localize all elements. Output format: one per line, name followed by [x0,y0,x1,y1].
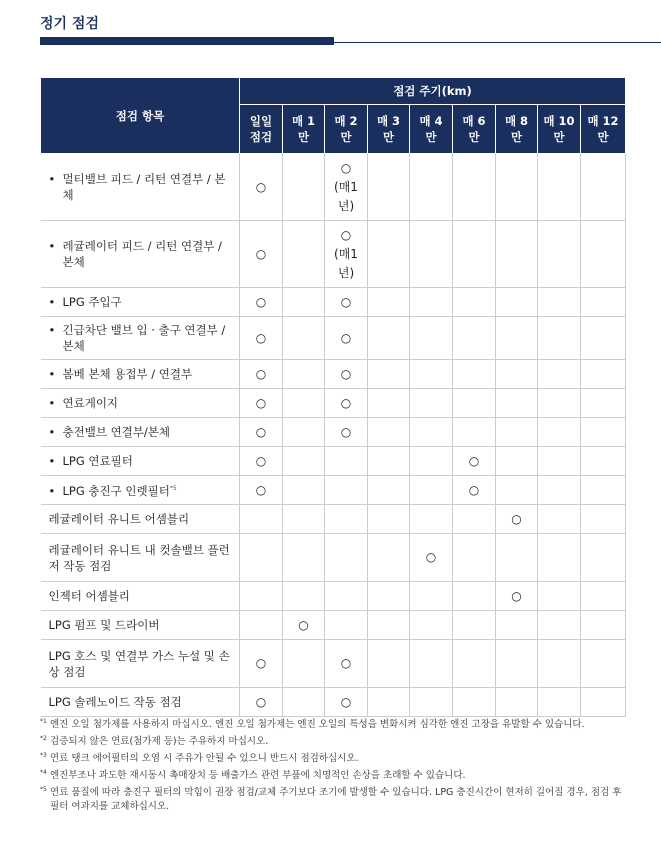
check-mark: ○ [340,694,352,709]
interval-cell [453,640,496,688]
footnote-number: *2 [40,735,47,742]
interval-cell [538,505,581,534]
interval-cell [581,221,626,288]
interval-cell [325,534,368,582]
interval-cell [368,221,410,288]
interval-cell [581,288,626,317]
check-mark: ○ [468,482,480,497]
interval-cell [496,154,538,221]
interval-cell [240,389,283,418]
interval-cell [496,688,538,717]
inspection-item-label: LPG 호스 및 연결부 가스 누설 및 손상 점검 [48,648,230,679]
inspection-item-label: LPG 연료필터 [62,454,133,468]
check-mark: ○ [340,424,352,439]
inspection-item [41,154,240,221]
interval-header-line: 매 12 [587,114,619,128]
inspection-item [41,640,240,688]
bullet-icon: • [48,367,56,381]
interval-cell [325,288,368,317]
inspection-item [41,317,240,360]
interval-cell [283,288,325,317]
interval-cell [581,640,626,688]
interval-cell [410,611,453,640]
interval-header-line: 만 [553,130,565,144]
interval-cell [325,154,368,221]
interval-cell [410,534,453,582]
table-row [41,611,626,640]
footnote [40,735,625,749]
footnote [40,786,625,814]
interval-cell [283,582,325,611]
interval-header-line: 일일 [249,114,273,128]
interval-cell [283,389,325,418]
inspection-item-label: 연료게이지 [62,396,119,410]
interval-cell [368,476,410,505]
inspection-item-label: LPG 충진구 인렛필터 [62,483,170,498]
interval-cell [368,534,410,582]
footnote [40,769,625,783]
interval-cell [453,688,496,717]
interval-cell [581,418,626,447]
interval-cell [538,611,581,640]
interval-header-line: 만 [340,130,352,144]
check-mark: ○ [340,294,352,309]
interval-cell [410,389,453,418]
interval-cell [325,418,368,447]
table-body [41,154,626,717]
interval-cell [453,389,496,418]
inspection-item [41,534,240,582]
inspection-item [41,418,240,447]
interval-cell [581,476,626,505]
check-mark: ○ [255,179,267,194]
footnote-text: 검증되지 않은 연료(첨가제 등)는 주유하지 마십시오. [50,736,269,747]
interval-cell [368,360,410,389]
interval-cell [368,317,410,360]
interval-cell [283,154,325,221]
check-mark: ○ [468,453,480,468]
check-mark: ○ [255,482,267,497]
interval-cell [410,688,453,717]
interval-cell [410,154,453,221]
interval-cell [453,505,496,534]
interval-cell [368,154,410,221]
interval-cell [325,389,368,418]
interval-cell [410,505,453,534]
interval-cell [538,221,581,288]
interval-cell [453,476,496,505]
interval-cell [496,288,538,317]
inspection-item-label: 레귤레이터 피드 / 리턴 연결부 / 본체 [62,239,222,269]
bullet-icon: • [48,396,56,410]
table-row [41,154,626,221]
interval-cell [240,688,283,717]
check-mark: ○ [511,511,522,526]
interval-cell [410,476,453,505]
table-row [41,418,626,447]
interval-header-line: 만 [425,130,437,144]
interval-cell [283,640,325,688]
interval-cell [283,221,325,288]
check-mark: ○ [255,395,267,410]
interval-cell [453,418,496,447]
check-mark: ○ [255,246,267,261]
interval-cell [581,611,626,640]
interval-cell [581,317,626,360]
interval-cell [453,582,496,611]
interval-header-line: 매 8 [504,114,529,128]
inspection-item-label: 인젝터 어셈블리 [48,589,130,603]
interval-cell [283,476,325,505]
interval-cell [410,360,453,389]
interval-header [240,105,283,154]
interval-header-line: 매 1 [291,114,316,128]
footnote-number: *3 [40,752,47,759]
inspection-item-label: 레귤레이터 유니트 어셈블리 [48,512,190,526]
bullet-icon: • [48,172,56,186]
interval-cell [496,447,538,476]
title-underline [40,37,334,45]
table-row [41,288,626,317]
interval-header-line: 만 [597,130,609,144]
interval-cell [325,688,368,717]
interval-header-line: 매 3 [376,114,401,128]
interval-header-line: 만 [382,130,395,144]
interval-cell [581,360,626,389]
interval-cell [410,418,453,447]
interval-cell [240,534,283,582]
check-mark: ○ [340,366,352,381]
interval-cell [368,288,410,317]
interval-header [453,105,496,154]
inspection-item-label: 충전밸브 연결부/본체 [62,425,171,439]
interval-cell [581,688,626,717]
header-rule [334,42,661,43]
interval-header [538,105,581,154]
interval-cell [453,221,496,288]
footnote-ref: *5 [169,485,177,493]
interval-cell [453,154,496,221]
interval-cell [496,534,538,582]
check-mark: ○(매1년) [334,160,358,213]
inspection-item [41,688,240,717]
bullet-icon: • [48,323,56,337]
interval-cell [410,317,453,360]
check-mark: ○ [298,617,309,632]
interval-cell [283,317,325,360]
interval-cell [538,418,581,447]
inspection-item [41,582,240,611]
interval-cell [368,447,410,476]
interval-cell [240,418,283,447]
interval-cell [410,640,453,688]
interval-cell [453,534,496,582]
interval-cell [496,476,538,505]
interval-cell [538,360,581,389]
interval-cell [453,317,496,360]
interval-cell [325,505,368,534]
inspection-item [41,447,240,476]
interval-cell [325,640,368,688]
interval-header-line: 만 [510,130,523,144]
check-mark: ○ [511,588,522,603]
interval-cell [496,582,538,611]
interval-cell [368,688,410,717]
interval-cell [283,505,325,534]
interval-cell [453,447,496,476]
interval-cell [538,447,581,476]
interval-cell [496,611,538,640]
bullet-icon: • [48,425,56,439]
interval-cell [240,640,283,688]
interval-cell [325,447,368,476]
interval-cell [581,447,626,476]
table-row [41,688,626,717]
interval-cell [240,221,283,288]
column-header-cycle: 점검 주기(km) [240,78,626,105]
interval-header-line: 만 [297,130,310,144]
page-title: 정기 점검 [40,16,99,32]
interval-header-line: 매 6 [462,114,486,128]
bullet-icon: • [48,454,56,468]
interval-cell [453,360,496,389]
footnote [40,718,625,732]
interval-cell [325,582,368,611]
interval-cell [538,688,581,717]
interval-cell [283,534,325,582]
interval-cell [240,611,283,640]
interval-cell [283,447,325,476]
interval-cell [538,640,581,688]
check-mark: ○ [255,656,267,670]
table-row [41,221,626,288]
interval-cell [538,476,581,505]
interval-cell [368,389,410,418]
interval-cell [325,221,368,288]
inspection-table [40,77,626,717]
footnotes [40,718,625,817]
interval-cell [368,582,410,611]
inspection-item-label: LPG 주입구 [62,295,122,309]
interval-header-line: 매 10 [543,114,575,128]
check-mark: ○(매1년) [334,227,358,280]
inspection-item-label: 봄베 본체 용접부 / 연결부 [62,367,193,381]
interval-header [283,105,325,154]
interval-cell [538,317,581,360]
table-row [41,476,626,505]
interval-cell [496,221,538,288]
interval-header [496,105,538,154]
interval-cell [410,582,453,611]
interval-header [325,105,368,154]
check-mark: ○ [340,330,352,345]
table-row [41,447,626,476]
interval-cell [453,611,496,640]
inspection-item-label: LPG 펌프 및 드라이버 [48,618,160,632]
interval-cell [496,505,538,534]
interval-cell [538,288,581,317]
interval-cell [240,476,283,505]
interval-cell [581,534,626,582]
interval-cell [410,447,453,476]
interval-cell [538,389,581,418]
interval-cell [325,476,368,505]
inspection-item [41,611,240,640]
interval-header [410,105,453,154]
interval-cell [581,505,626,534]
inspection-item-label: 긴급차단 밸브 입 · 출구 연결부 / 본체 [62,323,226,353]
inspection-item-label: LPG 솔레노이드 작동 점검 [48,695,182,709]
interval-cell [240,447,283,476]
interval-cell [581,389,626,418]
table-row [41,317,626,360]
inspection-item [41,360,240,389]
interval-header-line: 매 2 [334,114,358,128]
interval-cell [325,611,368,640]
table-row [41,389,626,418]
interval-cell [538,154,581,221]
interval-cell [240,317,283,360]
footnote-text: 연료 탱크 에어필터의 오염 시 주유가 안될 수 있으니 반드시 점검하십시오. [50,753,359,764]
interval-cell [581,154,626,221]
check-mark: ○ [255,694,267,709]
interval-cell [581,582,626,611]
check-mark: ○ [340,395,352,410]
check-mark: ○ [255,424,267,439]
interval-cell [368,640,410,688]
check-mark: ○ [425,550,437,564]
interval-cell [368,611,410,640]
footnote [40,752,625,766]
footnote-number: *4 [40,769,47,776]
interval-cell [368,505,410,534]
inspection-item [41,288,240,317]
column-header-item: 점검 항목 [41,78,240,154]
check-mark: ○ [255,330,267,345]
interval-cell [283,611,325,640]
interval-cell [368,418,410,447]
interval-cell [453,288,496,317]
interval-cell [496,360,538,389]
interval-cell [283,688,325,717]
interval-cell [283,360,325,389]
inspection-item [41,476,240,505]
bullet-icon: • [48,295,56,309]
interval-cell [240,154,283,221]
inspection-item [41,505,240,534]
table-row [41,582,626,611]
footnote-number: *5 [40,786,47,793]
interval-cell [496,317,538,360]
interval-header-line: 점검 [249,130,273,144]
check-mark: ○ [255,453,267,468]
interval-cell [240,582,283,611]
table-row [41,360,626,389]
interval-cell [538,582,581,611]
interval-cell [325,360,368,389]
check-mark: ○ [255,366,267,381]
interval-header [368,105,410,154]
interval-header-line: 만 [468,130,480,144]
footnote-text: 엔진 오일 첨가제를 사용하지 마십시오. 엔진 오일 첨가제는 엔진 오일의 특성을 변화시켜 심각한 엔진 고장을 유발할 수 있습니다. [50,719,585,730]
interval-cell [240,360,283,389]
footnote-number: *1 [40,718,47,725]
footnote-text: 연료 품질에 따라 충진구 필터의 막힘이 권장 점검/교체 주기보다 조기에 발생할 수 있습니다. LPG 충진시간이 현저히 길어질 경우, 점검 후 필터 여과지를 교체하십시오. [50,787,622,812]
interval-cell [325,317,368,360]
table-row [41,640,626,688]
interval-cell [283,418,325,447]
bullet-icon: • [48,483,56,498]
interval-cell [240,505,283,534]
bullet-icon: • [48,239,56,253]
interval-header-line: 매 4 [419,114,443,128]
footnote-text: 엔진부조나 과도한 재시동시 촉매장치 등 배출가스 관련 부품에 치명적인 손상을 초래할 수 있습니다. [50,770,466,781]
check-mark: ○ [255,294,267,309]
interval-header [581,105,626,154]
inspection-item-label: 레귤레이터 유니트 내 컷솔밸브 플런저 작동 점검 [48,542,230,573]
interval-cell [410,221,453,288]
table-row [41,534,626,582]
interval-cell [496,418,538,447]
interval-cell [240,288,283,317]
interval-cell [496,640,538,688]
interval-cell [496,389,538,418]
interval-cell [538,534,581,582]
inspection-item [41,389,240,418]
inspection-item-label: 멀티밸브 피드 / 리턴 연결부 / 본체 [62,172,226,202]
table-row [41,505,626,534]
inspection-item [41,221,240,288]
interval-cell [410,288,453,317]
check-mark: ○ [340,656,352,670]
